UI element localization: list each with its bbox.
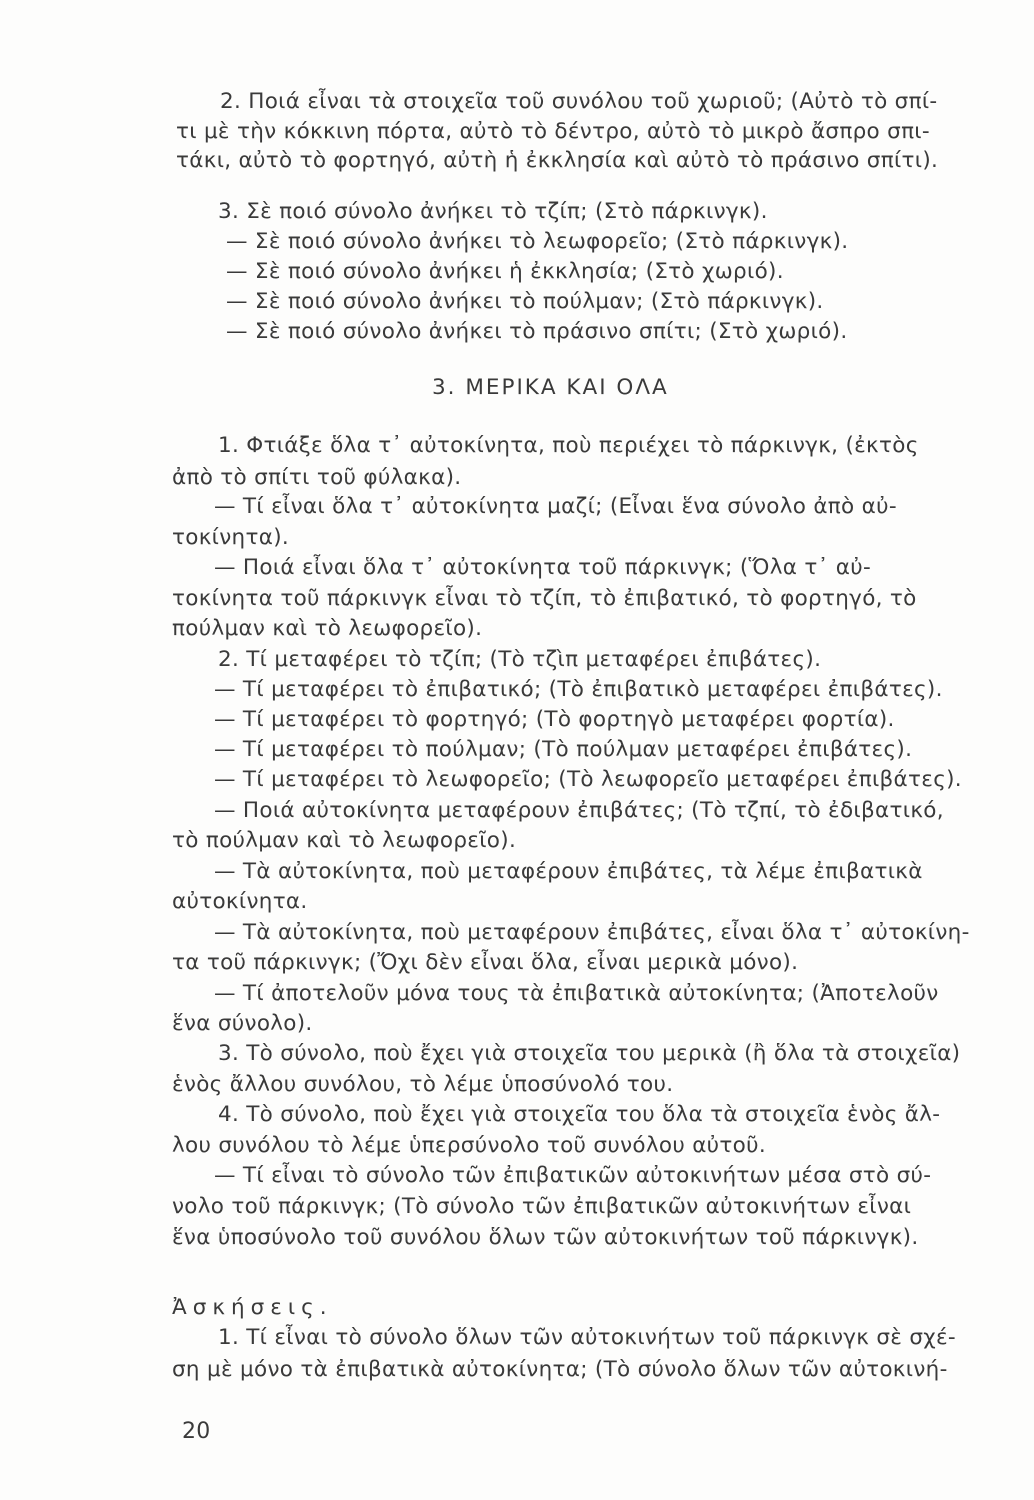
text-line: — Τί μεταφέρει τὸ φορτηγό; (Τὸ φορτηγὸ μεταφέρει φορτία). bbox=[214, 707, 895, 732]
text-line: 1. Τί εἶναι τὸ σύνολο ὅλων τῶν αὐτοκινήτων τοῦ πάρκινγκ σὲ σχέ- bbox=[218, 1325, 956, 1350]
text-line: ἕνα ὑποσύνολο τοῦ συνόλου ὅλων τῶν αὐτοκινήτων τοῦ πάρκινγκ). bbox=[172, 1225, 919, 1250]
text-line: — Τί εἶναι ὅλα τ᾽ αὐτοκίνητα μαζί; (Εἶναι ἕνα σύνολο ἀπὸ αὐ- bbox=[214, 494, 897, 519]
section-heading: 3. ΜΕΡΙΚΑ ΚΑΙ ΟΛΑ bbox=[432, 375, 669, 400]
text-line: — Ποιά αὐτοκίνητα μεταφέρουν ἐπιβάτες; (Τὸ τζπί, τὸ ἐδιβατικό, bbox=[214, 798, 944, 823]
text-line: — Σὲ ποιό σύνολο ἀνήκει ἡ ἐκκλησία; (Στὸ χωριό). bbox=[226, 259, 784, 284]
text-line: 4. Τὸ σύνολο, ποὺ ἔχει γιὰ στοιχεῖα του ὅλα τὰ στοιχεῖα ἑνὸς ἄλ- bbox=[218, 1102, 941, 1127]
text-line: — Σὲ ποιό σύνολο ἀνήκει τὸ πράσινο σπίτι; (Στὸ χωριό). bbox=[226, 319, 848, 344]
text-line: — Τὰ αὐτοκίνητα, ποὺ μεταφέρουν ἐπιβάτες, εἶναι ὅλα τ᾽ αὐτοκίνη- bbox=[214, 920, 970, 945]
text-line: αὐτοκίνητα. bbox=[172, 889, 308, 914]
text-line: — Ποιά εἶναι ὅλα τ᾽ αὐτοκίνητα τοῦ πάρκινγκ; (Ὅλα τ᾽ αὐ- bbox=[214, 555, 872, 580]
text-line: — Τί μεταφέρει τὸ λεωφορεῖο; (Τὸ λεωφορεῖο μεταφέρει ἐπιβάτες). bbox=[214, 767, 962, 792]
text-line: ἀπὸ τὸ σπίτι τοῦ φύλακα). bbox=[172, 465, 462, 490]
text-line: τοκίνητα τοῦ πάρκινγκ εἶναι τὸ τζίπ, τὸ ἐπιβατικό, τὸ φορτηγό, τὸ bbox=[172, 586, 917, 611]
text-line: ἑνὸς ἄλλου συνόλου, τὸ λέμε ὑποσύνολό του. bbox=[172, 1072, 674, 1097]
text-line: πούλμαν καὶ τὸ λεωφορεῖο). bbox=[172, 616, 483, 641]
text-line: ἕνα σύνολο). bbox=[172, 1011, 313, 1036]
text-line: 3. Σὲ ποιό σύνολο ἀνήκει τὸ τζίπ; (Στὸ πάρκινγκ). bbox=[218, 199, 768, 224]
text-line: — Σὲ ποιό σύνολο ἀνήκει τὸ πούλμαν; (Στὸ πάρκινγκ). bbox=[226, 289, 824, 314]
text-line: — Τί μεταφέρει τὸ πούλμαν; (Τὸ πούλμαν μεταφέρει ἐπιβάτες). bbox=[214, 737, 913, 762]
text-line: — Σὲ ποιό σύνολο ἀνήκει τὸ λεωφορεῖο; (Στὸ πάρκινγκ). bbox=[226, 229, 849, 254]
text-line: 2. Ποιά εἶναι τὰ στοιχεῖα τοῦ συνόλου τοῦ χωριοῦ; (Αὐτὸ τὸ σπί- bbox=[220, 89, 938, 114]
text-line: 2. Τί μεταφέρει τὸ τζίπ; (Τὸ τζὶπ μεταφέρει ἐπιβάτες). bbox=[218, 647, 822, 672]
exercises-heading: Ἀσκήσεις. bbox=[172, 1295, 333, 1320]
text-line: — Τί ἀποτελοῦν μόνα τους τὰ ἐπιβατικὰ αὐτοκίνητα; (Ἀποτελοῦν bbox=[214, 981, 939, 1006]
text-line: τάκι, αὐτὸ τὸ φορτηγό, αὐτὴ ἡ ἐκκλησία καὶ αὐτὸ τὸ πράσινο σπίτι). bbox=[176, 148, 939, 173]
text-line: — Τί μεταφέρει τὸ ἐπιβατικό; (Τὸ ἐπιβατικὸ μεταφέρει ἐπιβάτες). bbox=[214, 677, 943, 702]
text-line: 3. Τὸ σύνολο, ποὺ ἔχει γιὰ στοιχεῖα του μερικὰ (ἢ ὅλα τὰ στοιχεῖα) bbox=[218, 1041, 961, 1066]
text-line: νολο τοῦ πάρκινγκ; (Τὸ σύνολο τῶν ἐπιβατικῶν αὐτοκινήτων εἶναι bbox=[172, 1194, 912, 1219]
text-line: τι μὲ τὴν κόκκινη πόρτα, αὐτὸ τὸ δέντρο, αὐτὸ τὸ μικρὸ ἄσπρο σπι- bbox=[176, 119, 930, 144]
text-line: — Τί εἶναι τὸ σύνολο τῶν ἐπιβατικῶν αὐτοκινήτων μέσα στὸ σύ- bbox=[214, 1163, 932, 1188]
text-line: τα τοῦ πάρκινγκ; (Ὄχι δὲν εἶναι ὅλα, εἶναι μερικὰ μόνο). bbox=[172, 950, 799, 975]
text-line: λου συνόλου τὸ λέμε ὑπερσύνολο τοῦ συνόλου αὐτοῦ. bbox=[172, 1133, 766, 1158]
text-line: 1. Φτιάξε ὅλα τ᾽ αὐτοκίνητα, ποὺ περιέχει τὸ πάρκινγκ, (ἐκτὸς bbox=[218, 433, 919, 458]
page-number: 20 bbox=[182, 1419, 211, 1444]
text-line: τοκίνητα). bbox=[172, 525, 290, 550]
text-line: — Τὰ αὐτοκίνητα, ποὺ μεταφέρουν ἐπιβάτες, τὰ λέμε ἐπιβατικὰ bbox=[214, 859, 923, 884]
text-line: τὸ πούλμαν καὶ τὸ λεωφορεῖο). bbox=[172, 828, 517, 853]
text-line: ση μὲ μόνο τὰ ἐπιβατικὰ αὐτοκίνητα; (Τὸ σύνολο ὅλων τῶν αὐτοκινή- bbox=[172, 1357, 948, 1382]
